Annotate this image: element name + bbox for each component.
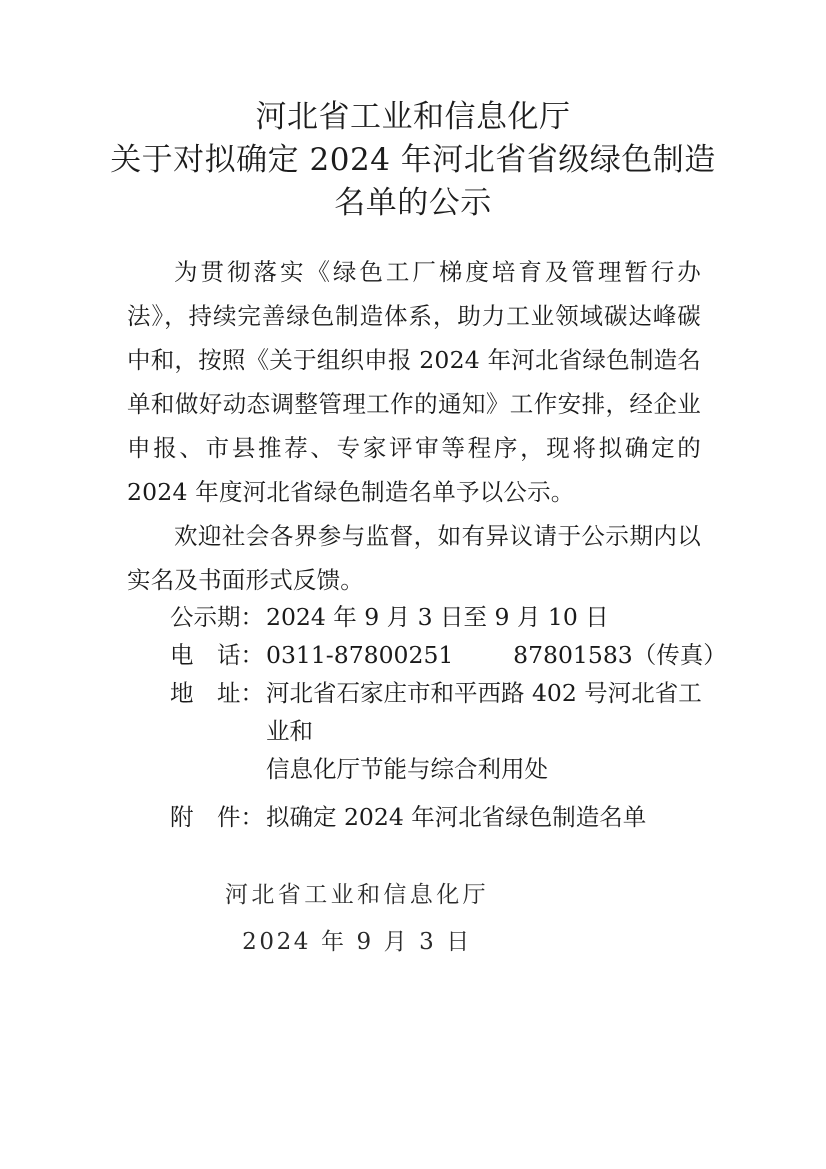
address-label: 地 址： <box>170 679 264 707</box>
signature-date: 2024 年 9 月 3 日 <box>242 929 472 955</box>
document-title <box>0 96 826 225</box>
attachment-value: 拟确定 2024 年河北省绿色制造名单 <box>266 803 647 831</box>
address-value-line-1: 河北省石家庄市和平西路 402 号河北省工业和 <box>266 679 702 745</box>
body-paragraph-2: 欢迎社会各界参与监督，如有异议请于公示期内以实名及书面形式反馈。 <box>127 522 701 594</box>
title-line-3: 名单的公示 <box>334 185 492 221</box>
document-body <box>127 250 701 602</box>
telephone-value: 0311-87800251 87801583（传真） <box>266 641 727 669</box>
title-line-2: 关于对拟确定 2024 年河北省省级绿色制造 <box>110 142 716 178</box>
info-spacer <box>170 788 715 798</box>
title-line-1: 河北省工业和信息化厅 <box>255 99 571 135</box>
publicity-period-value: 2024 年 9 月 3 日至 9 月 10 日 <box>266 603 609 631</box>
telephone-label: 电 话： <box>170 641 264 669</box>
attachment-label: 附 件： <box>170 803 264 831</box>
publicity-period-row <box>170 598 715 636</box>
address-value-line-2: 信息化厅节能与综合利用处 <box>266 755 548 783</box>
body-paragraph-1: 为贯彻落实《绿色工厂梯度培育及管理暂行办法》，持续完善绿色制造体系，助力工业领域碳达峰碳中和，按照《关于组织申报 2024 年河北省绿色制造名单和做好动态调整管理工作的通知》工作安排，经企业申报、市县推荐、专家评审等程序，现将拟确定的 2024 年度河北省绿色制造名单予以公示。 <box>127 258 701 506</box>
signature-issuer: 河北省工业和信息化厅 <box>225 882 489 908</box>
telephone-row <box>170 636 727 674</box>
address-row <box>170 674 715 750</box>
contact-info-block <box>170 598 727 836</box>
signature-block <box>0 872 826 966</box>
publicity-period-label: 公示期： <box>170 603 264 631</box>
attachment-row <box>170 798 715 836</box>
